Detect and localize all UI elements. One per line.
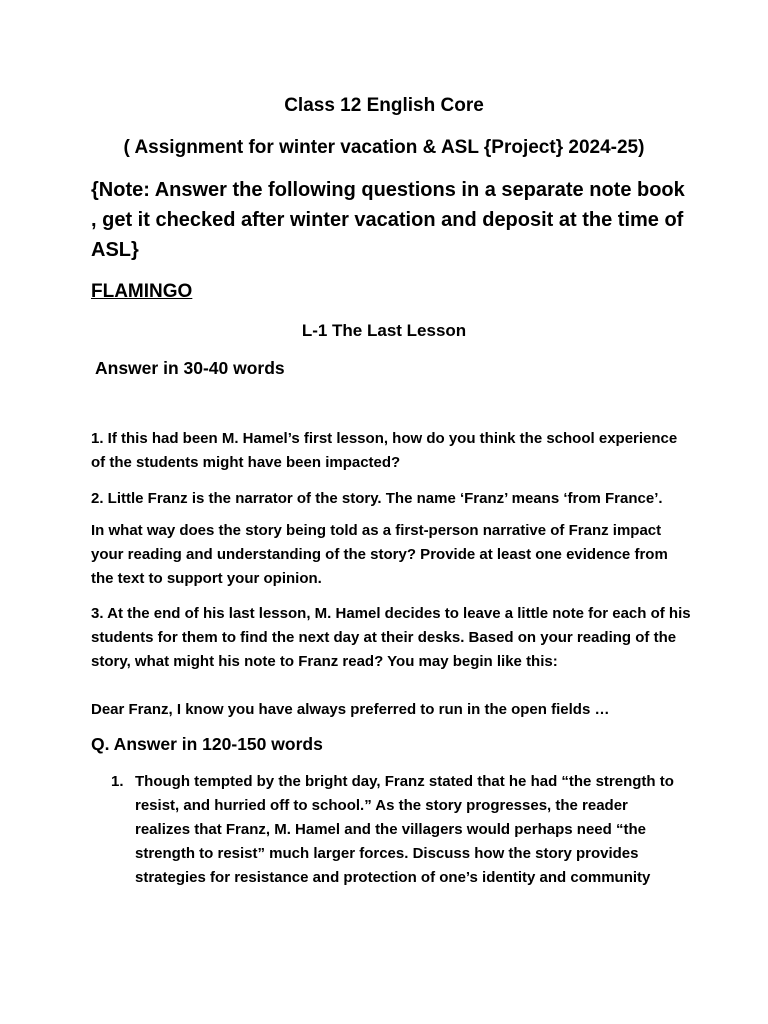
section-heading: FLAMINGO: [91, 281, 193, 302]
short-question-2-continuation: In what way does the story being told as a first-person narrative of Franz impact your reading and understanding of the story? Provide at least one evidence from the text to support your opinion.: [91, 522, 668, 587]
letter-starter: Dear Franz, I know you have always preferred to run in the open fields …: [91, 701, 610, 718]
long-answer-heading: Q. Answer in 120-150 words: [91, 734, 323, 754]
short-answer-heading: Answer in 30-40 words: [95, 358, 285, 378]
list-item-number: 1.: [111, 773, 124, 790]
document-subtitle: ( Assignment for winter vacation & ASL {Project} 2024-25): [123, 137, 645, 158]
instruction-note: {Note: Answer the following questions in a separate note book , get it checked after winter vacation and deposit at the time of ASL}: [91, 179, 685, 261]
list-item: [111, 770, 681, 890]
document-title: Class 12 English Core: [284, 95, 484, 116]
list-item-text: Though tempted by the bright day, Franz stated that he had “the strength to resist, and hurried off to school.” As the story progresses, the reader realizes that Franz, M. Hamel and the villagers would perhaps need “the strength to resist” much larger forces. Discuss how the story provides strategies for resistance and protection of one’s identity and community: [135, 773, 674, 886]
long-question-list: [111, 770, 681, 890]
short-question-2: 2. Little Franz is the narrator of the story. The name ‘Franz’ means ‘from France’.: [91, 490, 663, 507]
short-question-1: 1. If this had been M. Hamel’s first lesson, how do you think the school experience of the students might have been impacted?: [91, 430, 678, 471]
short-question-3: 3. At the end of his last lesson, M. Hamel decides to leave a little note for each of his students for them to find the next day at their desks. Based on your reading of the story, what might his note to Franz read? You may begin like this:: [91, 605, 691, 670]
lesson-title: L-1 The Last Lesson: [301, 321, 467, 340]
